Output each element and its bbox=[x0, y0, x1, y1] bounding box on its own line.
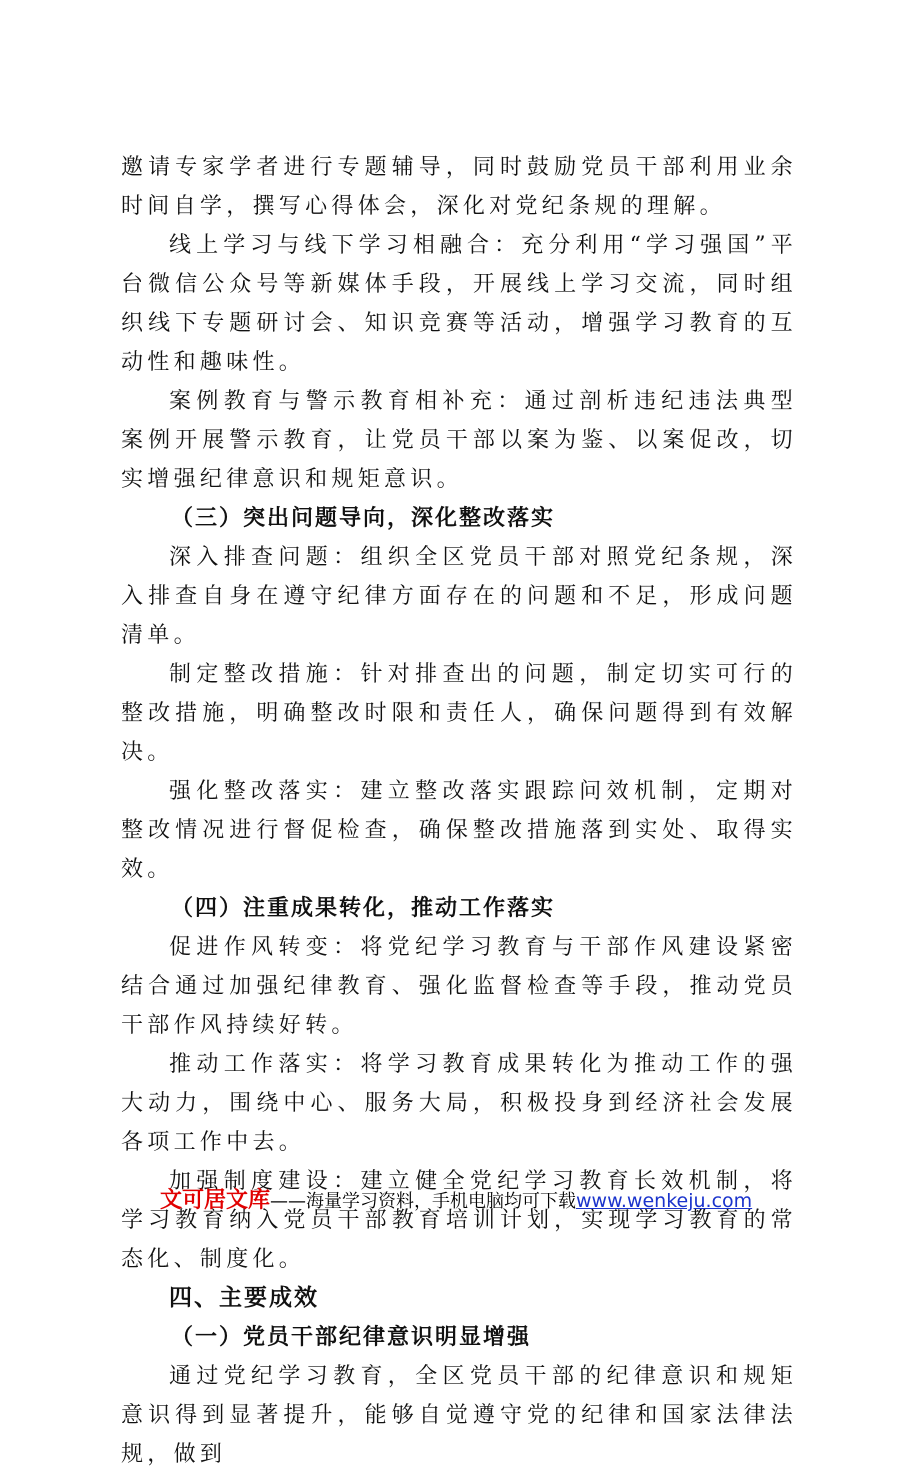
footer-url-link[interactable]: www.wenkeju.com bbox=[576, 1190, 753, 1212]
body-paragraph: 推动工作落实：将学习教育成果转化为推动工作的强大动力，围绕中心、服务大局，积极投身到经济社会发展各项工作中去。 bbox=[121, 1052, 797, 1155]
subsection-heading: （四）注重成果转化，推动工作落实 bbox=[171, 896, 556, 921]
body-paragraph: 案例教育与警示教育相补充：通过剖析违纪违法典型案例开展警示教育，让党员干部以案为鉴、以案促改，切实增强纪律意识和规矩意识。 bbox=[121, 389, 797, 492]
section-heading: 四、主要成效 bbox=[169, 1285, 319, 1311]
footer-brand: 文可居文库 bbox=[160, 1188, 271, 1213]
body-paragraph: 深入排查问题：组织全区党员干部对照党纪条规，深入排查自身在遵守纪律方面存在的问题和不足，形成问题清单。 bbox=[121, 545, 797, 648]
watermark-footer bbox=[160, 1183, 752, 1214]
subsection-heading: （三）突出问题导向，深化整改落实 bbox=[171, 506, 556, 531]
body-paragraph: 促进作风转变：将党纪学习教育与干部作风建设紧密结合通过加强纪律教育、强化监督检查等手段，推动党员干部作风持续好转。 bbox=[121, 935, 797, 1038]
footer-slogan: ——海量学习资料，手机电脑均可下载 bbox=[270, 1191, 577, 1212]
subsection-heading: （一）党员干部纪律意识明显增强 bbox=[171, 1325, 532, 1350]
body-paragraph: 通过党纪学习教育，全区党员干部的纪律意识和规矩意识得到显著提升，能够自觉遵守党的纪律和国家法律法规，做到 bbox=[121, 1364, 797, 1467]
body-paragraph: 线上学习与线下学习相融合：充分利用“学习强国”平台微信公众号等新媒体手段，开展线上学习交流，同时组织线下专题研讨会、知识竞赛等活动，增强学习教育的互动性和趣味性。 bbox=[121, 233, 797, 375]
document-body bbox=[121, 148, 797, 1474]
body-paragraph: 加强制度建设：建立健全党纪学习教育长效机制，将学习教育纳入党员干部教育培训计划，实现学习教育的常态化、制度化。 bbox=[121, 1169, 797, 1272]
body-paragraph: 制定整改措施：针对排查出的问题，制定切实可行的整改措施，明确整改时限和责任人，确保问题得到有效解决。 bbox=[121, 662, 797, 765]
body-paragraph: 邀请专家学者进行专题辅导，同时鼓励党员干部利用业余时间自学，撰写心得体会，深化对党纪条规的理解。 bbox=[121, 155, 797, 219]
body-paragraph: 强化整改落实：建立整改落实跟踪问效机制，定期对整改情况进行督促检查，确保整改措施落到实处、取得实效。 bbox=[121, 779, 797, 882]
